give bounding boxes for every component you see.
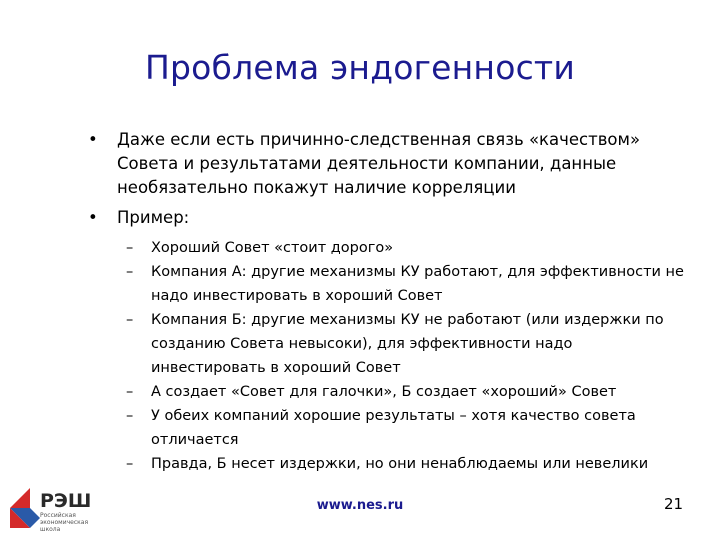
sub-bullet-list	[126, 236, 688, 476]
sub-bullet-text: Компания А: другие механизмы КУ работают, для эффективности не надо инвестировать в хороший Совет	[151, 264, 684, 304]
bullet-mark: •	[88, 208, 98, 227]
sub-bullet-text: Правда, Б несет издержки, но они ненаблюдаемы или невелики	[151, 456, 649, 472]
bullet-item	[88, 128, 688, 200]
logo-subtitle: Российская экономическая школа	[40, 512, 89, 533]
sub-bullet-item	[126, 308, 688, 380]
page-number: 21	[664, 495, 684, 513]
dash-mark: –	[126, 384, 134, 400]
sub-bullet-item	[126, 380, 688, 404]
sub-bullet-item	[126, 404, 688, 452]
sub-bullet-text: Компания Б: другие механизмы КУ не работают (или издержки по созданию Совета невысоки), для эффективности надо инвестировать в хороший Совет	[151, 312, 664, 376]
dash-mark: –	[126, 264, 134, 280]
sub-bullet-text: А создает «Совет для галочки», Б создает «хороший» Совет	[151, 384, 617, 400]
sub-bullet-text: У обеих компаний хорошие результаты – хотя качество совета отличается	[151, 408, 636, 448]
bullet-text: Пример:	[117, 208, 190, 227]
bullet-item	[88, 206, 688, 230]
dash-mark: –	[126, 312, 134, 328]
sub-bullet-text: Хороший Совет «стоит дорого»	[151, 240, 394, 256]
footer-url[interactable]: www.nes.ru	[316, 498, 404, 513]
sub-bullet-item	[126, 452, 688, 476]
slide-title: Проблема эндогенности	[145, 48, 575, 87]
bullet-list	[88, 128, 688, 476]
sub-bullet-item	[126, 236, 688, 260]
sub-bullet-item	[126, 260, 688, 308]
bullet-mark: •	[88, 130, 98, 149]
bullet-text: Даже если есть причинно-следственная связь «качеством» Совета и результатами деятельности компании, данные необязательно покажут наличие корреляции	[117, 130, 641, 197]
dash-mark: –	[126, 408, 134, 424]
dash-mark: –	[126, 240, 134, 256]
logo-text: РЭШ	[40, 490, 92, 512]
dash-mark: –	[126, 456, 134, 472]
